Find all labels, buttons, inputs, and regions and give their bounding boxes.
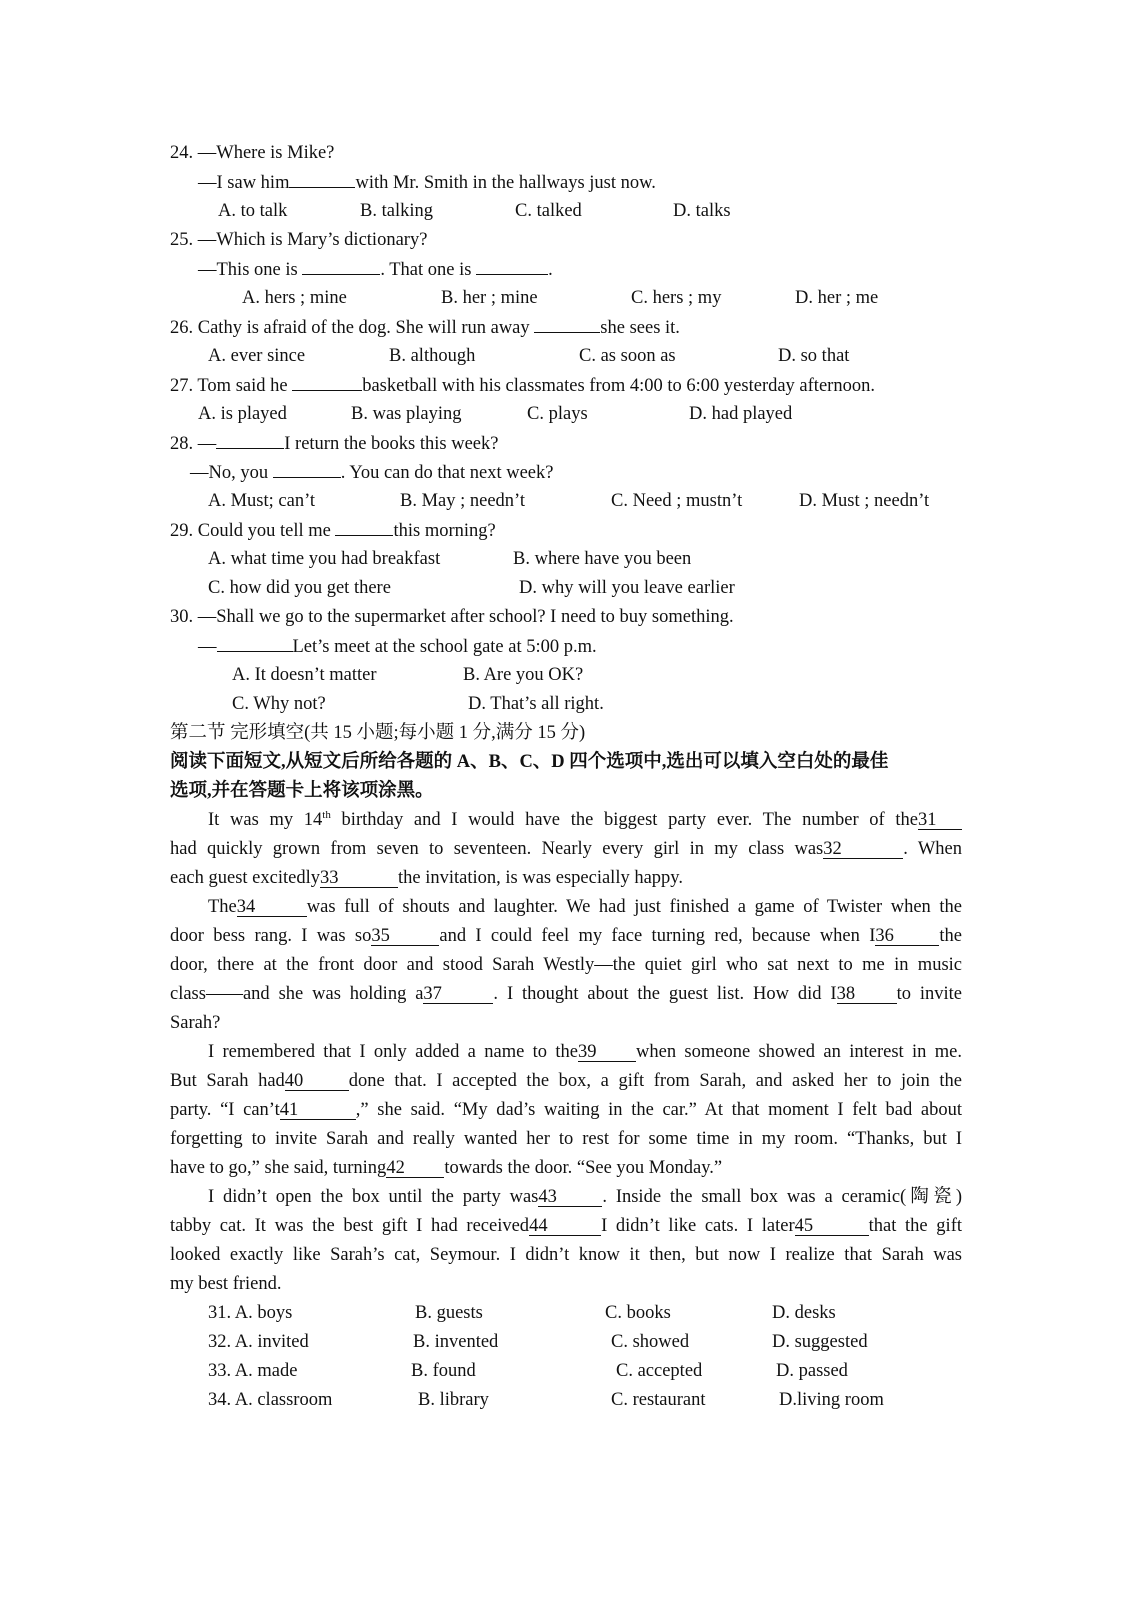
- passage-line: The34 was full of shouts and laughter. We had just finished a game of Twister when the: [208, 897, 962, 917]
- q24-option-b: B. talking: [360, 201, 433, 221]
- answer-blank: [302, 258, 380, 275]
- section-instruction-line2: 选项,并在答题卡上将该项涂黑。: [170, 781, 434, 801]
- q29-option-a: A. what time you had breakfast: [208, 549, 441, 569]
- q25-stem: 25. —Which is Mary’s dictionary?: [170, 230, 428, 250]
- passage-line: looked exactly like Sarah’s cat, Seymour. I didn’t know it then, but now I realize that Sarah was: [170, 1245, 962, 1265]
- cloze-blank-43: 43: [538, 1188, 602, 1207]
- q29-option-d: D. why will you leave earlier: [519, 578, 735, 598]
- q28-option-b: B. May ; needn’t: [400, 491, 526, 511]
- q29-option-b: B. where have you been: [513, 549, 692, 569]
- q30-option-d: D. That’s all right.: [468, 694, 604, 714]
- q25-option-c: C. hers ; my: [631, 288, 722, 308]
- cloze-31-option-d: D. desks: [772, 1303, 836, 1323]
- cloze-blank-45: 45: [795, 1217, 869, 1236]
- q25-line2: —This one is . That one is .: [198, 260, 553, 280]
- passage-line: I didn’t open the box until the party was43 . Inside the small box was a ceramic(陶瓷): [208, 1187, 962, 1207]
- q26-option-b: B. although: [389, 346, 476, 366]
- q30-option-a: A. It doesn’t matter: [232, 665, 377, 685]
- q25-option-a: A. hers ; mine: [242, 288, 347, 308]
- cloze-33-option-b: B. found: [411, 1361, 476, 1381]
- cloze-blank-36: 36: [875, 927, 939, 946]
- q28-option-c: C. Need ; mustn’t: [611, 491, 743, 511]
- cloze-34-option-c: C. restaurant: [611, 1390, 706, 1410]
- q27-stem: 27. Tom said he basketball with his classmates from 4:00 to 6:00 yesterday afternoon.: [170, 376, 875, 396]
- q29-stem: 29. Could you tell me this morning?: [170, 521, 496, 541]
- cloze-32-option-c: C. showed: [611, 1332, 690, 1352]
- q26-option-d: D. so that: [778, 346, 850, 366]
- q25-option-b: B. her ; mine: [441, 288, 538, 308]
- cloze-33-option-a: 33. A. made: [208, 1361, 298, 1381]
- q26-option-c: C. as soon as: [579, 346, 676, 366]
- passage-line: But Sarah had40 done that. I accepted the box, a gift from Sarah, and asked her to join the: [170, 1071, 963, 1091]
- section-heading: 第二节 完形填空(共 15 小题;每小题 1 分,满分 15 分): [170, 723, 586, 743]
- answer-blank: [217, 635, 293, 652]
- passage-line: forgetting to invite Sarah and really wanted her to rest for some time in my room. “Thanks, but I: [170, 1129, 962, 1149]
- cloze-blank-35: 35: [371, 927, 439, 946]
- q24-option-c: C. talked: [515, 201, 582, 221]
- q28-line2: —No, you . You can do that next week?: [190, 463, 554, 483]
- q27-option-b: B. was playing: [351, 404, 462, 424]
- passage-line: door bess rang. I was so35 and I could feel my face turning red, because when I36 the: [170, 926, 963, 946]
- q29-option-c: C. how did you get there: [208, 578, 391, 598]
- cloze-blank-32: 32: [823, 840, 903, 859]
- q30-option-c: C. Why not?: [232, 694, 326, 714]
- q28-option-a: A. Must; can’t: [208, 491, 316, 511]
- passage-line: door, there at the front door and stood Sarah Westly—the quiet girl who sat next to me in music: [170, 955, 962, 975]
- cloze-34-option-a: 34. A. classroom: [208, 1390, 333, 1410]
- passage-line: tabby cat. It was the best gift I had received44 I didn’t like cats. I later45 that the gift: [170, 1216, 962, 1236]
- cloze-blank-34: 34: [237, 898, 307, 917]
- q28-stem: 28. — I return the books this week?: [170, 434, 499, 454]
- q30-option-b: B. Are you OK?: [463, 665, 584, 685]
- cloze-34-option-d: D.living room: [779, 1390, 884, 1410]
- cloze-blank-33: 33: [320, 869, 398, 888]
- section-instruction-line1: 阅读下面短文,从短文后所给各题的 A、B、C、D 四个选项中,选出可以填入空白处的最佳: [170, 752, 889, 772]
- passage-line: each guest excitedly33 the invitation, is was especially happy.: [170, 868, 683, 888]
- cloze-32-option-d: D. suggested: [772, 1332, 868, 1352]
- cloze-31-option-a: 31. A. boys: [208, 1303, 293, 1323]
- q24-option-d: D. talks: [673, 201, 731, 221]
- q25-option-d: D. her ; me: [795, 288, 879, 308]
- passage-line: class——and she was holding a37 . I thought about the guest list. How did I38 to invite: [170, 984, 962, 1004]
- cloze-blank-44: 44: [529, 1217, 601, 1236]
- passage-line: party. “I can’t41 ,” she said. “My dad’s waiting in the car.” At that moment I felt bad about: [170, 1100, 962, 1120]
- cloze-31-option-b: B. guests: [415, 1303, 483, 1323]
- passage-line: I remembered that I only added a name to the39 when someone showed an interest in me.: [208, 1042, 962, 1062]
- cloze-32-option-b: B. invented: [413, 1332, 499, 1352]
- passage-line: my best friend.: [170, 1274, 282, 1294]
- cloze-blank-41: 41: [280, 1101, 356, 1120]
- q24-line2: —I saw him with Mr. Smith in the hallways just now.: [198, 173, 656, 193]
- answer-blank: [289, 171, 355, 188]
- cloze-31-option-c: C. books: [605, 1303, 671, 1323]
- q28-option-d: D. Must ; needn’t: [799, 491, 930, 511]
- answer-blank: [534, 316, 600, 333]
- q30-line2: — Let’s meet at the school gate at 5:00 p.m.: [198, 637, 597, 657]
- passage-line: It was my 14th birthday and I would have the biggest party ever. The number of the31: [208, 809, 962, 831]
- cloze-blank-31: 31: [918, 811, 962, 830]
- q27-option-a: A. is played: [198, 404, 287, 424]
- q26-stem: 26. Cathy is afraid of the dog. She will run away she sees it.: [170, 318, 680, 338]
- answer-blank: [292, 374, 362, 391]
- cloze-blank-39: 39: [578, 1043, 636, 1062]
- answer-blank: [216, 432, 284, 449]
- q24-stem: 24. —Where is Mike?: [170, 143, 335, 163]
- cloze-blank-40: 40: [285, 1072, 349, 1091]
- cloze-33-option-d: D. passed: [776, 1361, 848, 1381]
- q24-option-a: A. to talk: [218, 201, 288, 221]
- cloze-blank-38: 38: [837, 985, 897, 1004]
- q27-option-d: D. had played: [689, 404, 793, 424]
- answer-blank: [273, 461, 341, 478]
- passage-line: had quickly grown from seven to seventeen. Nearly every girl in my class was32 . When: [170, 839, 962, 859]
- cloze-34-option-b: B. library: [418, 1390, 489, 1410]
- q30-stem: 30. —Shall we go to the supermarket after school? I need to buy something.: [170, 607, 734, 627]
- passage-line: Sarah?: [170, 1013, 221, 1033]
- cloze-32-option-a: 32. A. invited: [208, 1332, 309, 1352]
- answer-blank: [476, 258, 548, 275]
- cloze-33-option-c: C. accepted: [616, 1361, 703, 1381]
- cloze-blank-42: 42: [386, 1159, 444, 1178]
- q26-option-a: A. ever since: [208, 346, 306, 366]
- passage-line: have to go,” she said, turning42 towards the door. “See you Monday.”: [170, 1158, 723, 1178]
- cloze-blank-37: 37: [423, 985, 493, 1004]
- answer-blank: [335, 519, 393, 536]
- q27-option-c: C. plays: [527, 404, 588, 424]
